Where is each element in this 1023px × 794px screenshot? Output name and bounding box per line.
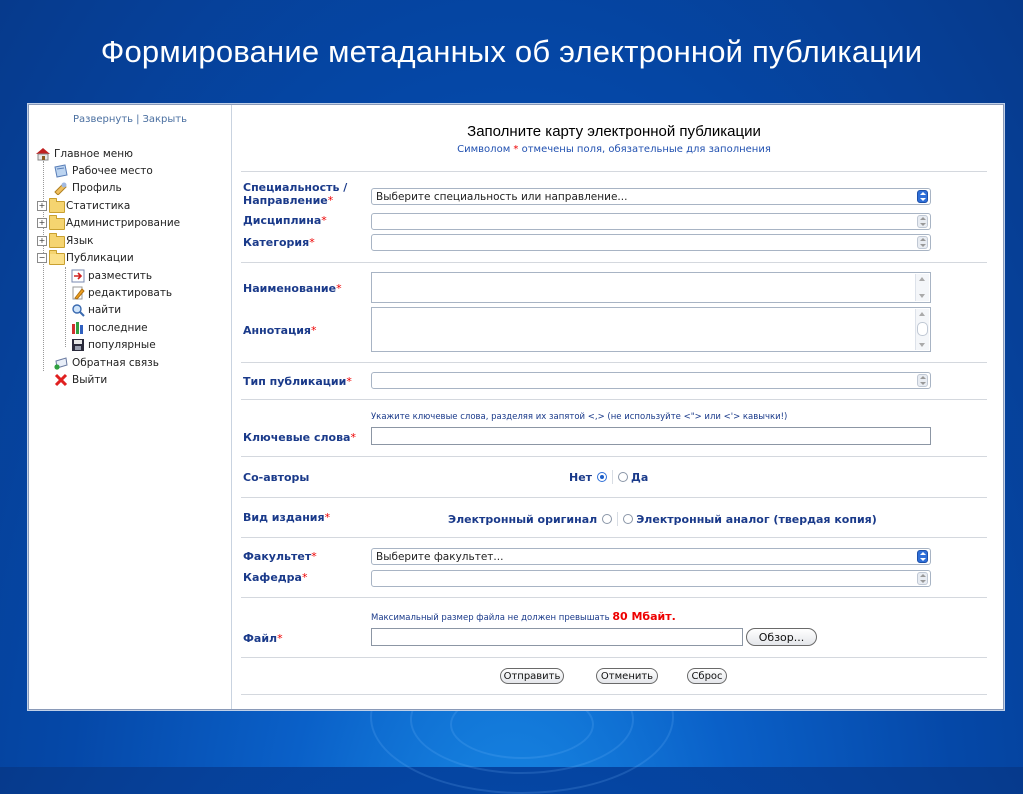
submit-button[interactable]: Отправить <box>500 668 564 684</box>
keywords-label: Ключевые слова* <box>243 431 356 444</box>
tree-line <box>43 161 44 371</box>
sidebar-item-language[interactable]: + Язык <box>38 235 94 247</box>
scroll-down-icon[interactable] <box>919 343 925 347</box>
dropdown-arrow-icon <box>917 190 928 203</box>
category-select[interactable] <box>371 234 931 251</box>
discipline-label: Дисциплина* <box>243 214 327 227</box>
radio-separator <box>612 470 613 484</box>
coauthors-yes-label: Да <box>631 470 649 484</box>
dropdown-arrow-icon <box>917 374 928 387</box>
books-icon <box>71 321 85 335</box>
feedback-icon <box>53 356 69 370</box>
sidebar-controls <box>29 114 231 125</box>
sidebar-item-place[interactable]: разместить <box>71 268 152 284</box>
divider <box>241 171 987 172</box>
reset-button[interactable]: Сброс <box>687 668 727 684</box>
folder-open-icon <box>49 252 63 264</box>
annotation-label: Аннотация* <box>243 324 317 337</box>
discipline-select[interactable] <box>371 213 931 230</box>
home-icon <box>35 147 51 161</box>
sidebar-item-feedback[interactable]: Обратная связь <box>53 355 159 371</box>
sidebar-item-publications[interactable]: − Публикации <box>38 252 134 264</box>
sidebar-item-popular[interactable]: популярные <box>71 337 156 353</box>
divider <box>241 597 987 598</box>
coauthors-yes-radio[interactable] <box>618 472 628 482</box>
edition-analog-label: Электронный аналог (твердая копия) <box>636 512 877 526</box>
dropdown-arrow-icon <box>917 236 928 249</box>
edition-label: Вид издания* <box>243 511 331 524</box>
sidebar-item-main-menu[interactable]: Главное меню <box>35 146 133 162</box>
file-limit: 80 Мбайт. <box>612 610 676 623</box>
department-label: Кафедра* <box>243 571 308 584</box>
close-link[interactable]: Закрыть <box>142 114 187 125</box>
edition-original-radio[interactable] <box>602 514 612 524</box>
divider <box>241 456 987 457</box>
edition-radio-group <box>448 512 877 526</box>
coauthors-radio-group <box>569 470 648 484</box>
search-icon <box>71 303 85 317</box>
scroll-thumb[interactable] <box>917 322 928 336</box>
coauthors-no-radio[interactable] <box>597 472 607 482</box>
scroll-up-icon[interactable] <box>919 312 925 316</box>
edit-icon <box>71 286 85 300</box>
specialty-select[interactable]: Выберите специальность или направление... <box>371 188 931 205</box>
pubtype-select[interactable] <box>371 372 931 389</box>
department-select[interactable] <box>371 570 931 587</box>
upload-icon <box>71 269 85 283</box>
tree-line <box>65 267 66 347</box>
collapse-icon[interactable]: − <box>38 253 46 262</box>
keywords-hint: Укажите ключевые слова, разделяя их запятой <,> (не используйте <"> или <'> кавычки!) <box>371 412 788 422</box>
divider <box>241 537 987 538</box>
expand-icon[interactable]: + <box>38 218 46 227</box>
pubtype-label: Тип публикации* <box>243 375 352 388</box>
scroll-up-icon[interactable] <box>919 277 925 281</box>
sidebar-item-edit[interactable]: редактировать <box>71 285 172 301</box>
annotation-textarea[interactable] <box>371 307 931 352</box>
radio-separator <box>617 512 618 526</box>
sidebar <box>29 105 232 709</box>
form-title: Заполните карту электронной публикации <box>467 123 761 140</box>
separator: | <box>136 114 140 125</box>
divider <box>241 362 987 363</box>
scrollbar[interactable] <box>915 309 929 350</box>
profile-icon <box>53 181 69 195</box>
sidebar-item-workplace[interactable]: Рабочее место <box>53 163 153 179</box>
folder-icon <box>49 217 63 229</box>
coauthors-no-label: Нет <box>569 470 593 484</box>
category-label: Категория* <box>243 236 315 249</box>
sidebar-item-administration[interactable]: + Администрирование <box>38 217 181 229</box>
sidebar-item-recent[interactable]: последние <box>71 320 148 336</box>
name-textarea[interactable] <box>371 272 931 303</box>
sidebar-item-statistics[interactable]: + Статистика <box>38 200 131 212</box>
divider <box>241 694 987 695</box>
folder-icon <box>49 235 63 247</box>
expand-link[interactable]: Развернуть <box>73 114 134 125</box>
keywords-input[interactable] <box>371 427 931 445</box>
file-path-input[interactable] <box>371 628 743 646</box>
sidebar-item-find[interactable]: найти <box>71 302 121 318</box>
divider <box>241 657 987 658</box>
faculty-select[interactable]: Выберите факультет... <box>371 548 931 565</box>
save-icon <box>71 338 85 352</box>
dropdown-arrow-icon <box>917 550 928 563</box>
coauthors-label: Со-авторы <box>243 471 310 484</box>
expand-icon[interactable]: + <box>38 201 46 210</box>
dropdown-arrow-icon <box>917 572 928 585</box>
divider <box>241 497 987 498</box>
dropdown-arrow-icon <box>917 215 928 228</box>
divider <box>241 262 987 263</box>
sidebar-item-profile[interactable]: Профиль <box>53 180 122 196</box>
expand-icon[interactable]: + <box>38 236 46 245</box>
desk-icon <box>53 164 69 178</box>
specialty-label: Специальность / Направление* <box>243 181 348 207</box>
folder-icon <box>49 200 63 212</box>
file-hint: Максимальный размер файла не должен превышать 80 Мбайт. <box>371 610 676 623</box>
name-label: Наименование* <box>243 282 342 295</box>
scrollbar[interactable] <box>915 274 929 301</box>
edition-analog-radio[interactable] <box>623 514 633 524</box>
file-label: Файл* <box>243 632 283 645</box>
form-subtitle: Символом * отмечены поля, обязательные для заполнения <box>457 144 771 155</box>
app-window <box>28 104 1004 710</box>
faculty-label: Факультет* <box>243 550 317 563</box>
scroll-down-icon[interactable] <box>919 294 925 298</box>
slide-title: Формирование метаданных об электронной публикации <box>100 34 923 69</box>
edition-original-label: Электронный оригинал <box>448 512 598 526</box>
cancel-button[interactable]: Отменить <box>596 668 658 684</box>
publication-form <box>241 105 987 709</box>
divider <box>241 399 987 400</box>
sidebar-item-logout[interactable]: Выйти <box>53 372 107 388</box>
browse-button[interactable]: Обзор... <box>746 628 817 646</box>
exit-icon <box>53 373 69 387</box>
